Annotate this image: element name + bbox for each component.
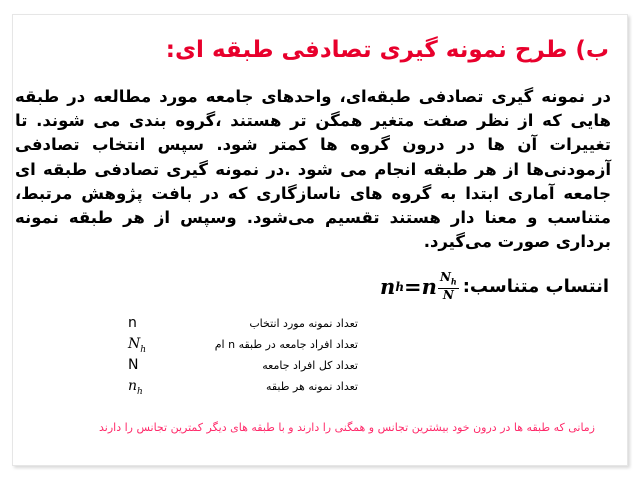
proportional-allocation-formula: [380, 271, 459, 302]
legend-symbol: N: [128, 357, 139, 373]
legend-description: تعداد نمونه مورد انتخاب: [249, 317, 358, 330]
legend-row: [118, 378, 358, 399]
proportional-allocation-line: [380, 271, 609, 302]
symbol-legend: [118, 315, 358, 399]
legend-symbol-main: N: [128, 336, 141, 352]
legend-symbol-sub: h: [137, 386, 143, 397]
homogeneity-note: زمانی که طبقه ها در درون خود بیشترین تجانس و همگنی را دارند و با طبقه های دیگر کمترین تجانس را دارند: [99, 421, 595, 434]
formula-fraction: [438, 271, 459, 302]
fraction-numerator: [438, 271, 459, 289]
fraction-denominator: N: [442, 288, 454, 303]
legend-symbol: n: [128, 315, 137, 331]
legend-description: تعداد کل افراد جامعه: [262, 359, 358, 372]
legend-symbol: [128, 336, 146, 355]
numerator-sub: h: [450, 276, 457, 287]
numerator-main: N: [439, 270, 451, 284]
slide-title: ب) طرح نمونه گیری تصادفی طبقه ای:: [165, 37, 609, 63]
legend-description: تعداد نمونه هر طبقه: [265, 380, 358, 393]
legend-row: [118, 357, 358, 378]
legend-description: تعداد افراد جامعه در طبقه n ام: [214, 338, 358, 351]
formula-coef: n: [421, 274, 437, 300]
legend-symbol-sub: h: [140, 344, 147, 355]
formula-label: انتساب متناسب:: [462, 276, 609, 298]
legend-symbol: [128, 378, 143, 397]
formula-eq: =: [404, 274, 422, 300]
formula-lhs: n: [380, 274, 396, 300]
formula-lhs-sub: h: [395, 279, 405, 294]
legend-symbol-main: n: [128, 378, 138, 394]
slide: [12, 14, 628, 466]
legend-row: [118, 336, 358, 357]
body-paragraph: در نمونه گیری تصادفی طبقه‌ای، واحدهای جامعه مورد مطالعه در طبقه هایی که از نظر صفت متغیر همگن تر هستند ،گروه بندی می شوند. تا تغییرات آن ها در درون گروه ها کمتر شود. سپس انتخاب تصادفی آزمودنی‌ها از هر طبقه انجام می شود .در نمونه گیری تصادفی طبقه ای جامعه آماری ابتدا به گروه های ناسازگاری که در بافت پژوهش مرتبط، متناسب و معنا دار هستند تقسیم می‌شود. وسپس از هر طبقه نمونه برداری صورت می‌گیرد.: [15, 87, 611, 252]
legend-row: [118, 315, 358, 336]
